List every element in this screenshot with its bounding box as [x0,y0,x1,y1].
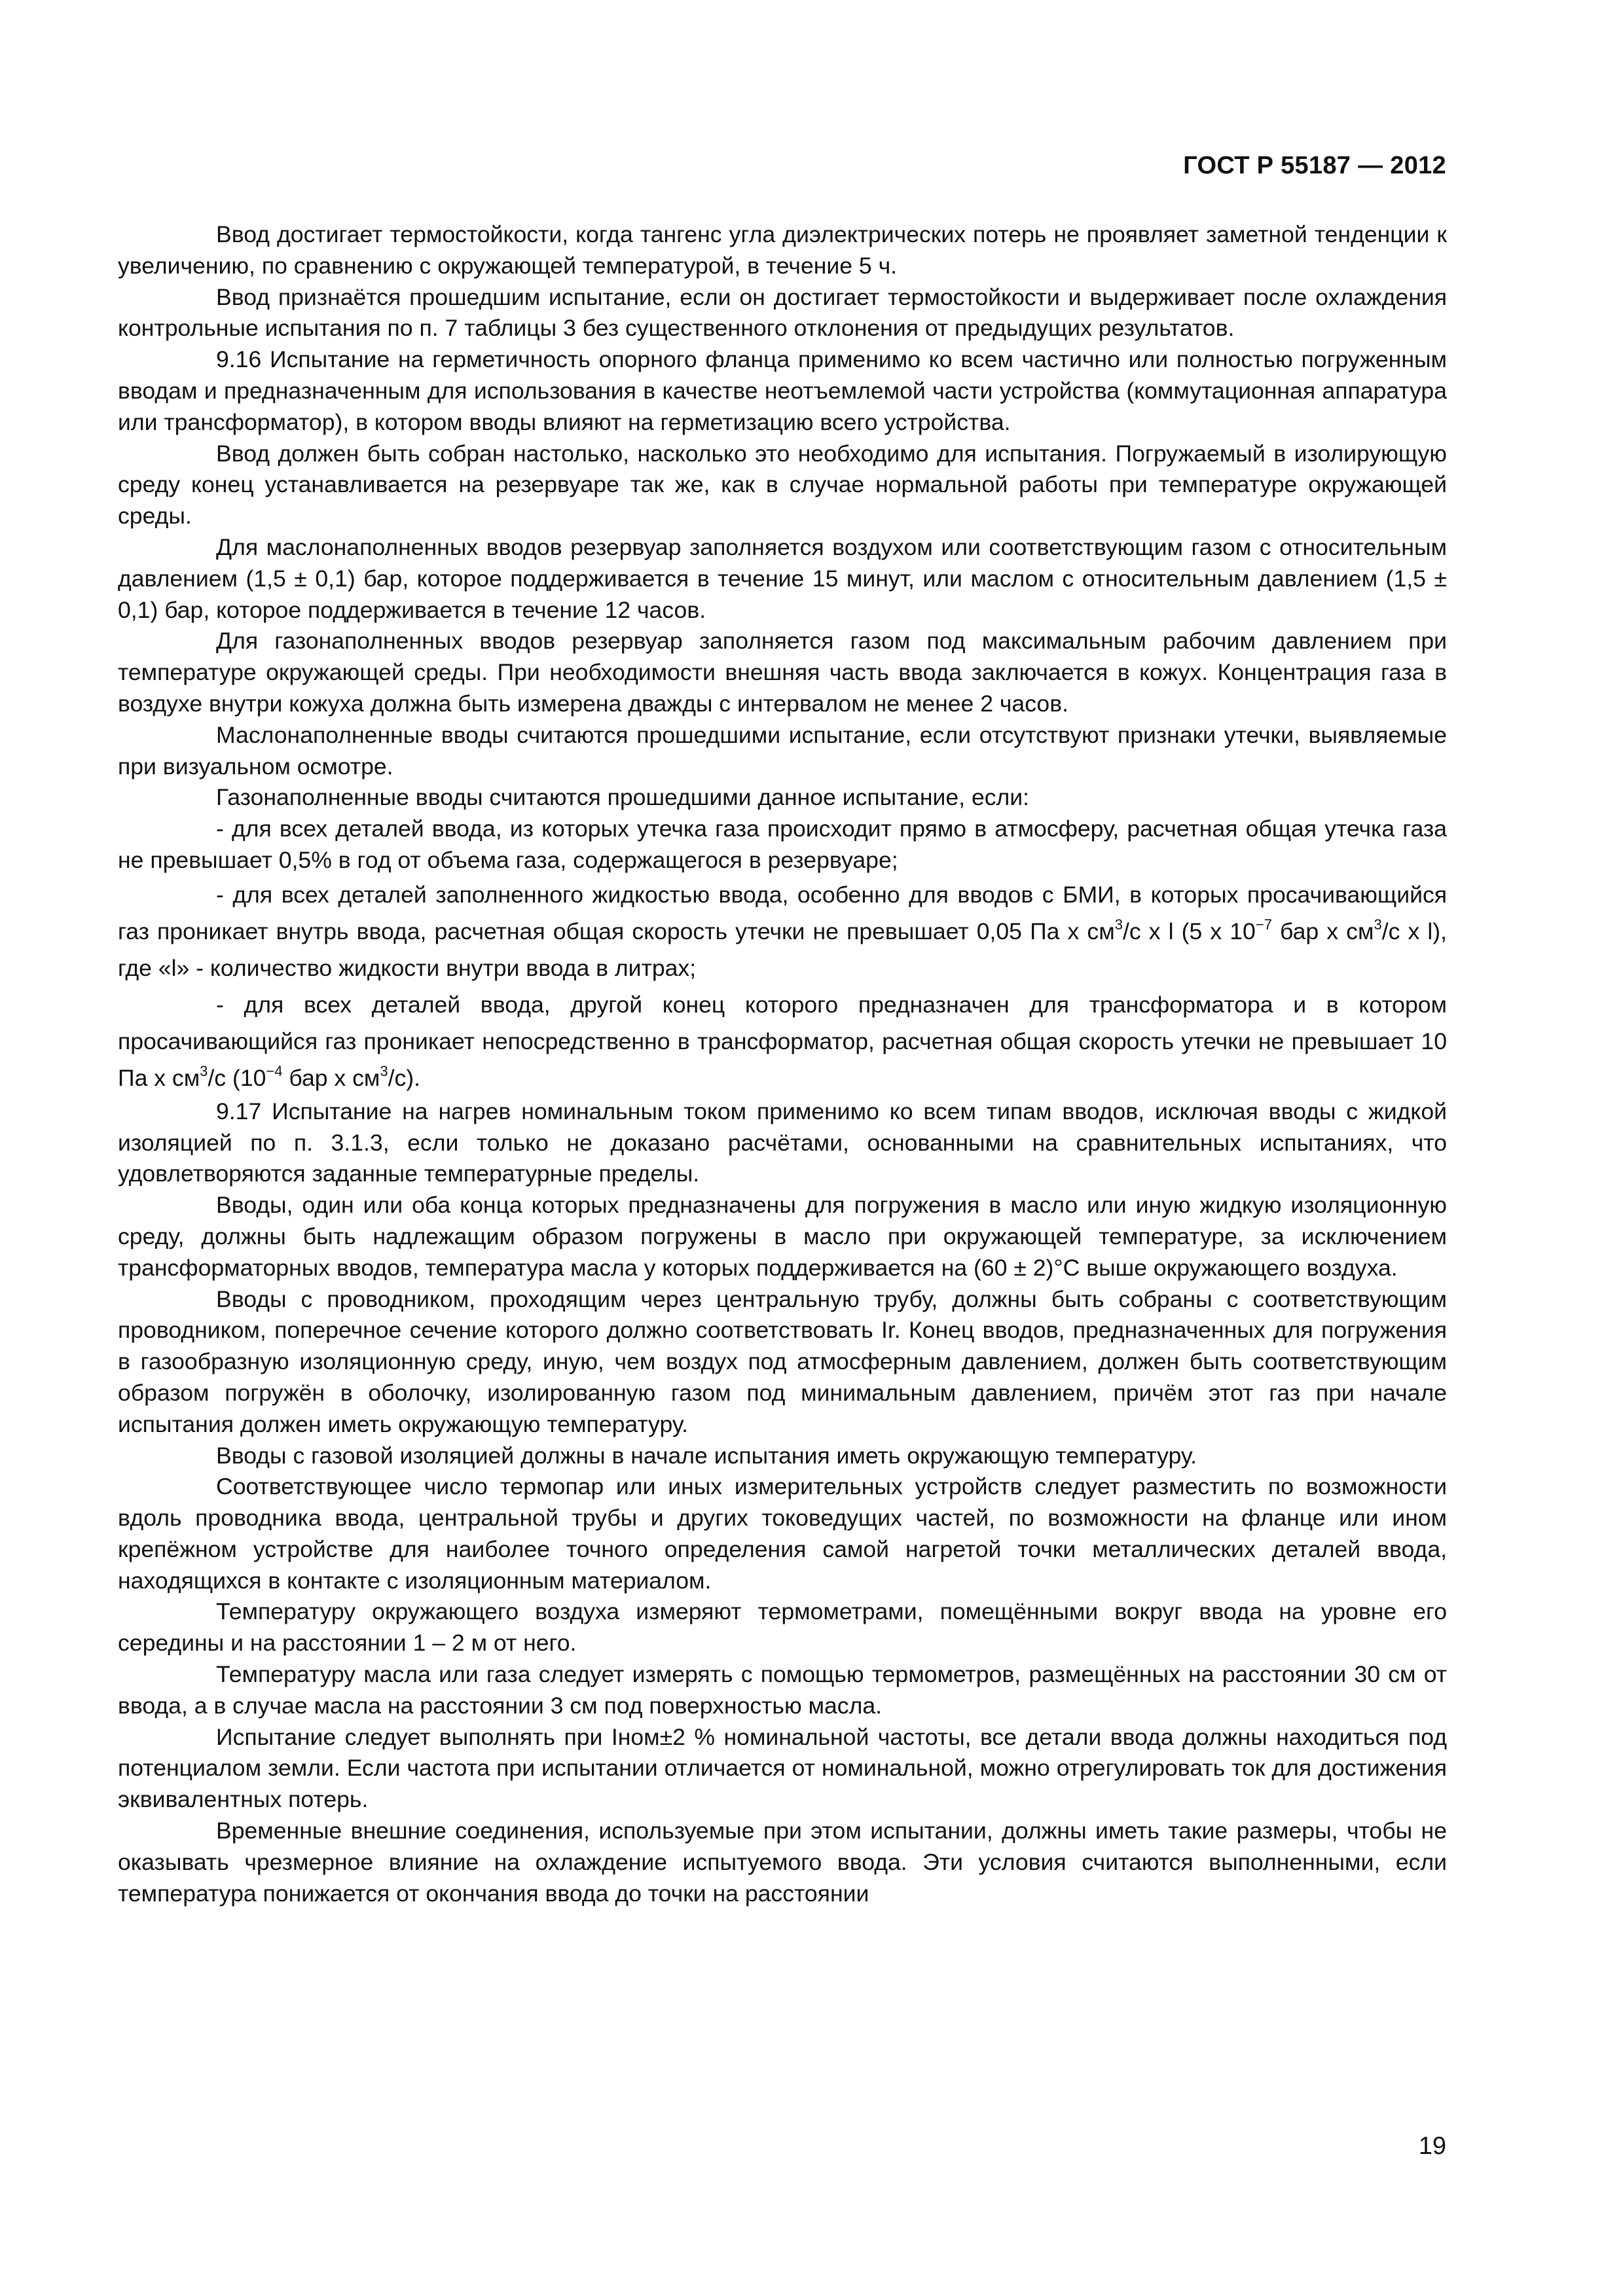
paragraph: Временные внешние соединения, используемые при этом испытании, должны иметь такие размеры, чтобы не оказывать чрезмерное влияние на охлаждение испытуемого ввода. Эти условия считаются выполненными, если температура понижается от окончания ввода до точки на расстоянии [118,1818,1447,1907]
text-run: бар х см [1271,918,1374,944]
paragraph: Вводы с газовой изоляцией должны в начале испытания иметь окружающую температуру. [216,1442,1197,1469]
text-run: /с х l (5 х 10 [1122,918,1256,944]
document-code-header: ГОСТ Р 55187 — 2012 [1183,152,1446,179]
paragraph: - для всех деталей ввода, из которых утечка газа происходит прямо в атмосферу, расчетная общая утечка газа не превышает 0,5% в год от объема газа, содержащегося в резервуаре; [118,816,1447,873]
text-run: - для всех деталей заполненного жидкостью ввода, особенно для вводов с БМИ, в которых просачивающийся газ проникает внутрь ввода, расчетная общая скорость утечки не превышает 0,05 Па х см [118,881,1447,944]
text-run: /с (10 [208,1064,266,1091]
paragraph: Маслонаполненные вводы считаются прошедшими испытание, если отсутствуют признаки утечки, выявляемые при визуальном осмотре. [118,721,1447,780]
paragraph: 9.16 Испытание на герметичность опорного фланца применимо ко всем частично или полностью погруженным вводам и предназначенным для использования в качестве неотъемлемой части устройства (коммутационная аппаратура или трансформатор), в котором вводы влияют на герметизацию всего устройства. [118,346,1447,435]
paragraph: Газонаполненные вводы считаются прошедшими данное испытание, если: [216,784,1030,811]
superscript: 3 [1114,916,1123,933]
paragraph-transformer-leak-rate [118,986,1447,1096]
paragraph: Вводы, один или оба конца которых предназначены для погружения в масло или иную жидкую изоляционную среду, должны быть надлежащим образом погружены в масло при окружающей температуре, за исключением трансформаторных вводов, температура масла у которых поддерживается на (60 ± 2)°C выше окружающего воздуха. [118,1192,1447,1281]
superscript: 3 [380,1062,388,1079]
paragraph: Для газонаполненных вводов резервуар заполняется газом под максимальным рабочим давлением при температуре окружающей среды. При необходимости внешняя часть ввода заключается в кожух. Концентрация газа в воздухе внутри кожуха должна быть измерена дважды с интервалом не менее 2 часов. [118,628,1447,717]
paragraph: Ввод достигает термостойкости, когда тангенс угла диэлектрических потерь не проявляет заметной тенденции к увеличению, по сравнению с окружающей температурой, в течение 5 ч. [118,221,1447,279]
paragraph: Ввод признаётся прошедшим испытание, если он достигает термостойкости и выдерживает после охлаждения контрольные испытания по п. 7 таблицы 3 без существенного отклонения от предыдущих результатов. [118,283,1447,342]
superscript: −7 [1255,916,1272,933]
paragraph: Вводы с проводником, проходящим через центральную трубу, должны быть собраны с соответствующим проводником, поперечное сечение которого должно соответствовать Ir. Конец вводов, предназначенных для погружения в газообразную изоляционную среду, иную, чем воздух под атмосферным давлением, должен быть соответствующим образом погружён в оболочку, изолированную газом под минимальным давлением, причём этот газ при начале испытания должен иметь окружающую температуру. [118,1285,1447,1437]
paragraph: Температуру масла или газа следует измерять с помощью термометров, размещённых на расстоянии 30 см от ввода, а в случае масла на расстоянии 3 см под поверхностью масла. [118,1661,1447,1719]
paragraph: Соответствующее число термопар или иных измерительных устройств следует разместить по возможности вдоль проводника ввода, центральной трубы и других токоведущих частей, по возможности на фланце или ином крепёжном устройстве для наиболее точного определения самой нагретой точки металлических деталей ввода, находящихся в контакте с изоляционным материалом. [118,1473,1447,1594]
text-run: бар х см [282,1064,380,1091]
paragraph: 9.17 Испытание на нагрев номинальным током применимо ко всем типам вводов, исключая вводы с жидкой изоляцией по п. 3.1.3, если только не доказано расчётами, основанными на сравнительных испытаниях, что удовлетворяются заданные температурные пределы. [118,1098,1447,1187]
text-run: - для всех деталей ввода, другой конец которого предназначен для трансформатора и в котором просачивающийся газ проникает непосредственно в трансформатор, расчетная общая скорость утечки не превышает 10 Па х см [118,991,1447,1091]
paragraph-bmi-leak-rate [118,876,1447,986]
paragraph: Испытание следует выполнять при Iном±2 % номинальной частоты, все детали ввода должны находиться под потенциалом земли. Если частота при испытании отличается от номинальной, можно отрегулировать ток для достижения эквивалентных потерь. [118,1723,1447,1813]
page-number: 19 [1418,2132,1446,2160]
paragraph: Ввод должен быть собран настолько, насколько это необходимо для испытания. Погружаемый в изолирующую среду конец устанавливается на резервуаре так же, как в случае нормальной работы при температуре окружающей среды. [118,440,1447,529]
paragraph: Для маслонаполненных вводов резервуар заполняется воздухом или соответствующим газом с относительным давлением (1,5 ± 0,1) бар, которое поддерживается в течение 15 минут, или маслом с относительным давлением (1,5 ± 0,1) бар, которое поддерживается в течение 12 часов. [118,533,1447,623]
text-run: /с). [388,1064,420,1091]
text-run: /с х l), где «l» - количество жидкости внутри ввода в литрах; [118,918,1448,981]
superscript: 3 [1374,916,1382,933]
superscript: 3 [200,1062,208,1079]
body-text [118,219,1447,1909]
superscript: −4 [266,1062,283,1079]
paragraph: Температуру окружающего воздуха измеряют термометрами, помещёнными вокруг ввода на уровне его середины и на расстоянии 1 – 2 м от него. [118,1598,1447,1657]
